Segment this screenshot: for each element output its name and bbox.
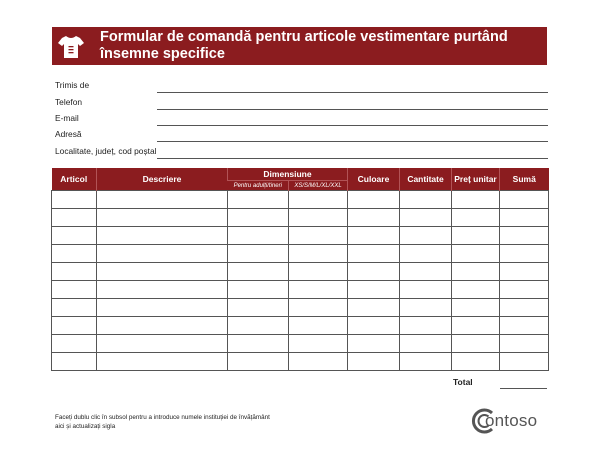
table-cell[interactable] <box>452 299 500 317</box>
table-cell[interactable] <box>348 353 400 371</box>
table-cell[interactable] <box>452 317 500 335</box>
table-cell[interactable] <box>348 335 400 353</box>
table-cell[interactable] <box>500 263 549 281</box>
table-cell[interactable] <box>228 299 289 317</box>
table-cell[interactable] <box>228 281 289 299</box>
table-cell[interactable] <box>452 263 500 281</box>
table-cell[interactable] <box>500 353 549 371</box>
table-cell[interactable] <box>289 263 348 281</box>
table-cell[interactable] <box>500 317 549 335</box>
table-cell[interactable] <box>348 263 400 281</box>
table-cell[interactable] <box>400 209 452 227</box>
table-row <box>52 353 549 371</box>
total-value-line[interactable] <box>500 388 547 389</box>
table-row <box>52 227 549 245</box>
city-county-postal-field[interactable] <box>55 146 548 160</box>
table-cell[interactable] <box>452 227 500 245</box>
table-cell[interactable] <box>228 191 289 209</box>
field-label: Localitate, județ, cod poștal <box>55 146 157 156</box>
table-cell[interactable] <box>289 317 348 335</box>
col-subheader-adult-youth: Pentru adulți/tineri <box>228 181 289 191</box>
table-cell[interactable] <box>289 335 348 353</box>
col-header-sum: Sumă <box>500 168 549 191</box>
tshirt-icon <box>56 31 86 61</box>
table-cell[interactable] <box>52 209 97 227</box>
table-cell[interactable] <box>452 245 500 263</box>
order-table <box>51 168 549 371</box>
table-cell[interactable] <box>52 281 97 299</box>
sent-by-field[interactable] <box>55 80 548 94</box>
table-cell[interactable] <box>289 353 348 371</box>
table-cell[interactable] <box>289 209 348 227</box>
table-cell[interactable] <box>97 209 228 227</box>
table-cell[interactable] <box>228 317 289 335</box>
table-cell[interactable] <box>52 317 97 335</box>
phone-field[interactable] <box>55 97 548 111</box>
table-cell[interactable] <box>228 263 289 281</box>
address-field[interactable] <box>55 129 548 143</box>
table-cell[interactable] <box>500 227 549 245</box>
table-row <box>52 299 549 317</box>
table-cell[interactable] <box>289 245 348 263</box>
table-cell[interactable] <box>452 353 500 371</box>
field-line[interactable] <box>157 92 548 93</box>
table-cell[interactable] <box>452 335 500 353</box>
table-cell[interactable] <box>400 227 452 245</box>
table-cell[interactable] <box>500 335 549 353</box>
table-cell[interactable] <box>52 299 97 317</box>
field-line[interactable] <box>157 125 548 126</box>
table-cell[interactable] <box>348 209 400 227</box>
table-row <box>52 245 549 263</box>
table-row <box>52 281 549 299</box>
col-header-quantity: Cantitate <box>400 168 452 191</box>
header-banner <box>52 27 547 65</box>
table-cell[interactable] <box>52 245 97 263</box>
field-label: E-mail <box>55 113 79 123</box>
table-row <box>52 335 549 353</box>
table-cell[interactable] <box>97 299 228 317</box>
table-cell[interactable] <box>228 227 289 245</box>
table-cell[interactable] <box>289 281 348 299</box>
table-cell[interactable] <box>400 317 452 335</box>
table-cell[interactable] <box>348 281 400 299</box>
col-header-unit-price: Preț unitar <box>452 168 500 191</box>
col-header-dimension: Dimensiune <box>228 168 348 181</box>
col-subheader-sizes: XS/S/M/L/XL/XXL <box>289 181 348 191</box>
table-cell[interactable] <box>400 335 452 353</box>
table-cell[interactable] <box>52 335 97 353</box>
table-cell[interactable] <box>400 245 452 263</box>
table-cell[interactable] <box>97 245 228 263</box>
table-cell[interactable] <box>400 353 452 371</box>
table-cell[interactable] <box>348 227 400 245</box>
table-cell[interactable] <box>52 263 97 281</box>
table-cell[interactable] <box>452 281 500 299</box>
table-row <box>52 191 549 209</box>
table-cell[interactable] <box>97 191 228 209</box>
table-cell[interactable] <box>400 263 452 281</box>
footer-note <box>55 413 285 431</box>
table-cell[interactable] <box>500 245 549 263</box>
col-header-article: Articol <box>52 168 97 191</box>
field-line[interactable] <box>157 141 548 142</box>
col-header-description: Descriere <box>97 168 228 191</box>
table-cell[interactable] <box>400 191 452 209</box>
table-cell[interactable] <box>52 353 97 371</box>
field-label: Telefon <box>55 97 83 107</box>
table-cell[interactable] <box>97 335 228 353</box>
table-cell[interactable] <box>348 245 400 263</box>
email-field[interactable] <box>55 113 548 127</box>
order-table-body <box>52 191 549 371</box>
contoso-logo <box>470 404 550 438</box>
table-cell[interactable] <box>400 281 452 299</box>
table-cell[interactable] <box>289 299 348 317</box>
footer-note-line: aici și actualizați sigla <box>55 423 116 430</box>
table-cell[interactable] <box>97 281 228 299</box>
table-cell[interactable] <box>500 299 549 317</box>
table-cell[interactable] <box>400 299 452 317</box>
table-cell[interactable] <box>500 209 549 227</box>
table-cell[interactable] <box>348 299 400 317</box>
table-cell[interactable] <box>289 227 348 245</box>
field-line[interactable] <box>157 109 548 110</box>
table-row <box>52 209 549 227</box>
footer-note-line: Faceți dublu clic în subsol pentru a introduce numele instituției de învățământ <box>55 414 270 421</box>
logo-text: ontoso <box>485 411 538 430</box>
table-cell[interactable] <box>52 227 97 245</box>
table-cell[interactable] <box>228 335 289 353</box>
table-cell[interactable] <box>52 191 97 209</box>
table-cell[interactable] <box>228 209 289 227</box>
table-cell[interactable] <box>97 263 228 281</box>
table-cell[interactable] <box>97 227 228 245</box>
table-cell[interactable] <box>289 191 348 209</box>
table-cell[interactable] <box>500 191 549 209</box>
table-cell[interactable] <box>452 209 500 227</box>
table-cell[interactable] <box>97 353 228 371</box>
table-cell[interactable] <box>348 191 400 209</box>
table-cell[interactable] <box>500 281 549 299</box>
table-cell[interactable] <box>452 191 500 209</box>
field-label: Trimis de <box>55 80 90 90</box>
page-title: Formular de comandă pentru articole vestimentare purtând însemne specifice <box>100 29 508 62</box>
field-line[interactable] <box>157 158 548 159</box>
table-cell[interactable] <box>228 353 289 371</box>
col-header-color: Culoare <box>348 168 400 191</box>
table-cell[interactable] <box>228 245 289 263</box>
table-cell[interactable] <box>348 317 400 335</box>
table-row <box>52 317 549 335</box>
field-label: Adresă <box>55 129 82 139</box>
total-label: Total <box>453 377 473 387</box>
table-row <box>52 263 549 281</box>
table-cell[interactable] <box>97 317 228 335</box>
